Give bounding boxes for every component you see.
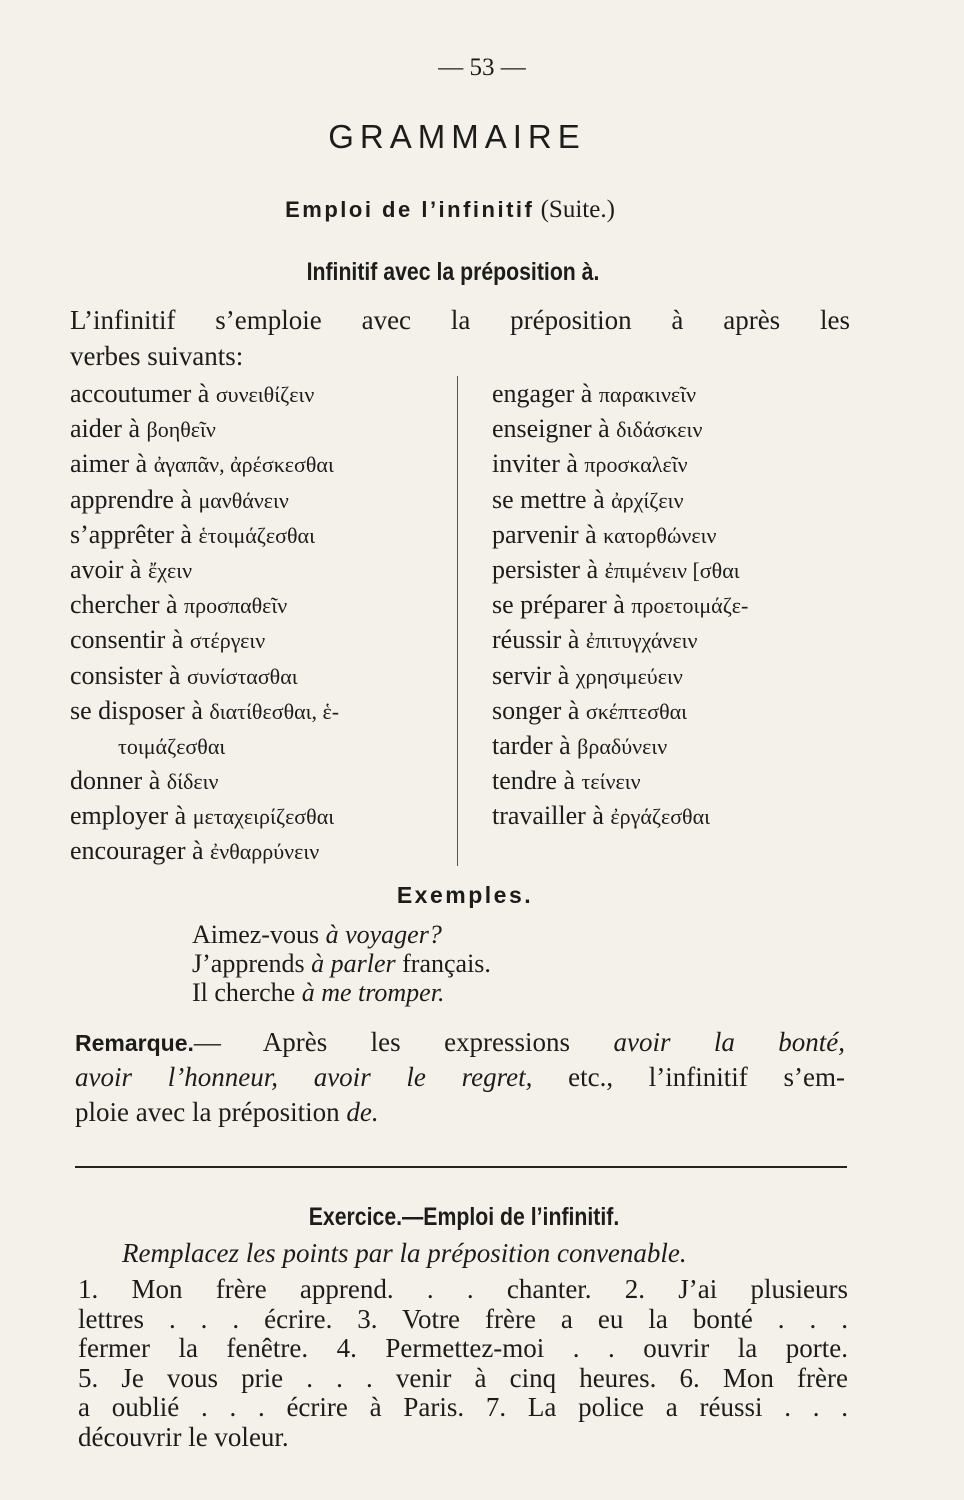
exercise-line: a oublié . . . écrire à Paris. 7. La police a réussi . . .: [78, 1392, 848, 1423]
subtitle-suite: (Suite.): [540, 196, 615, 223]
verb-fr: encourager à: [70, 836, 204, 866]
verb-fr: parvenir à: [492, 519, 597, 549]
verb-gr: προσκαλεῖν: [584, 452, 688, 478]
intro-line-2: verbes suivants:: [70, 341, 244, 371]
verb-fr: se mettre à: [492, 484, 605, 514]
exercise-instruction: Remplacez les points par la préposition convenable.: [122, 1238, 687, 1268]
verb-fr: s’apprêter à: [70, 519, 192, 549]
subtitle: [0, 196, 900, 224]
verb-entry: [70, 376, 450, 411]
example-plain: J’apprends: [192, 949, 305, 978]
verb-gr: ἐνθαρρύνειν: [210, 839, 320, 865]
verb-gr: ἐπιμένειν [σθαι: [604, 557, 740, 583]
verb-entry: [492, 798, 852, 833]
remark-text: — Après les expressions: [193, 1027, 571, 1057]
example-italic: à voyager?: [325, 920, 442, 949]
verb-entry: [70, 482, 450, 517]
verb-fr: tendre à: [492, 766, 576, 796]
verb-fr: engager à: [492, 379, 593, 408]
verb-fr: tarder à: [492, 730, 571, 760]
verb-gr: συνειθίζειν: [215, 382, 315, 407]
verb-entry: [70, 798, 450, 833]
verb-entry: [70, 552, 450, 587]
verb-fr: consentir à: [70, 625, 184, 655]
verb-gr: συνίστασθαι: [186, 663, 298, 689]
verb-gr: ἐπιτυγχάνειν: [585, 628, 698, 654]
exercise-line: découvrir le voleur.: [78, 1421, 289, 1452]
verb-entry: [492, 446, 852, 481]
verb-entry: [70, 411, 450, 446]
page-title: GRAMMAIRE: [328, 118, 586, 155]
verb-fr: se disposer à: [70, 695, 203, 725]
verb-list-left: [70, 376, 450, 869]
verb-gr: βοηθεῖν: [146, 417, 216, 443]
verb-gr: μανθάνειν: [198, 487, 289, 513]
intro-line-1: L’infinitif s’emploie avec la préposition à après les: [70, 305, 850, 335]
verb-gr: προσπαθεῖν: [184, 593, 288, 619]
verb-fr: enseigner à: [492, 414, 610, 444]
verb-entry: [492, 622, 852, 657]
subtitle-main: Emploi de l’infinitif: [285, 197, 535, 222]
verb-fr: chercher à: [70, 590, 178, 620]
verb-fr: aider à: [70, 414, 141, 444]
verb-gr: τείνειν: [581, 769, 641, 795]
verb-entry: [492, 482, 852, 517]
remark-line: [75, 1025, 845, 1060]
verb-fr: songer à: [492, 695, 580, 725]
verb-fr: donner à: [70, 766, 161, 796]
verb-gr: προετοιμάζε-: [631, 593, 749, 619]
horizontal-rule: [75, 1166, 847, 1168]
verb-entry-continued: [70, 728, 450, 763]
exercise-text: [78, 1275, 848, 1453]
exercise-line: 1. Mon frère apprend. . . chanter. 2. J’ai plusieurs: [78, 1274, 848, 1304]
remark-line: [75, 1060, 845, 1095]
verb-fr: aimer à: [70, 449, 148, 479]
verb-entry: [70, 587, 450, 622]
verb-gr: ἔχειν: [147, 557, 193, 583]
exercise-line: fermer la fenêtre. 4. Permettez-moi . . ouvrir la porte.: [78, 1333, 848, 1364]
verb-entry: [492, 693, 852, 728]
verb-fr: servir à: [492, 660, 570, 690]
verb-entry: [70, 693, 450, 728]
verb-entry: [70, 658, 450, 693]
verb-gr: ἐργάζεσθαι: [610, 804, 711, 830]
example-plain: Il cherche: [192, 978, 296, 1007]
verb-fr: se préparer à: [492, 590, 625, 620]
verb-fr: réussir à: [492, 625, 580, 655]
verb-entry: [492, 376, 852, 411]
exercise-line: 5. Je vous prie . . . venir à cinq heures. 6. Mon frère: [78, 1362, 848, 1393]
remark-paragraph: [75, 1025, 845, 1130]
remark-text: ploie avec la préposition: [75, 1097, 340, 1127]
verb-fr: employer à: [70, 801, 187, 831]
column-divider: [457, 376, 458, 866]
exercise-line: lettres . . . écrire. 3. Votre frère a eu la bonté . . .: [78, 1303, 848, 1334]
verb-gr: τοιμάζεσθαι: [118, 733, 226, 759]
remark-italic: de.: [346, 1097, 379, 1127]
verb-entry: [70, 763, 450, 798]
verb-list-right: [492, 376, 852, 833]
verb-gr: μεταχειρίζεσθαι: [192, 804, 335, 830]
verb-gr: ἑτοιμάζεσθαι: [198, 522, 315, 548]
verb-gr: χρησιμεύειν: [575, 663, 683, 689]
example-tail: français.: [402, 949, 491, 978]
verb-fr: avoir à: [70, 554, 142, 584]
example-italic: à me tromper.: [301, 978, 445, 1007]
verb-entry: [70, 833, 450, 868]
verb-gr: παρακινεῖν: [598, 382, 697, 407]
verb-gr: δίδειν: [166, 769, 219, 795]
example-line: [192, 978, 491, 1007]
remark-italic: avoir l’honneur,: [75, 1062, 278, 1092]
verb-entry: [492, 587, 852, 622]
verb-gr: βραδύνειν: [577, 733, 668, 759]
verb-gr: ἀρχίζειν: [611, 487, 684, 513]
verb-entry: [492, 517, 852, 552]
verb-fr: persister à: [492, 554, 599, 584]
verb-gr: στέργειν: [189, 628, 266, 654]
examples-title: Exemples.: [396, 882, 534, 908]
verb-fr: apprendre à: [70, 484, 192, 514]
verb-fr: accoutumer à: [70, 379, 210, 408]
verb-entry: [70, 446, 450, 481]
section-title: Infinitif avec la préposition à.: [306, 258, 600, 286]
remark-label: Remarque.: [75, 1030, 194, 1056]
page-number: — 53 —: [438, 54, 526, 81]
verb-entry: [492, 411, 852, 446]
verb-entry: [492, 763, 852, 798]
remark-text: etc., l’infinitif s’em-: [568, 1062, 845, 1092]
verb-entry: [70, 517, 450, 552]
exercise-title: Exercice.—Emploi de l’infinitif.: [308, 1203, 620, 1231]
verb-fr: inviter à: [492, 449, 578, 479]
example-plain: Aimez-vous: [192, 920, 320, 949]
example-line: [192, 920, 491, 949]
verb-gr: ἀγαπᾶν, ἀρέσκεσθαι: [153, 452, 334, 478]
verb-entry: [492, 552, 852, 587]
verb-fr: consister à: [70, 660, 181, 690]
example-italic: à parler: [311, 949, 396, 978]
examples-list: [192, 920, 491, 1007]
verb-entry: [492, 728, 852, 763]
example-line: [192, 949, 491, 978]
verb-entry: [70, 622, 450, 657]
verb-fr: travailler à: [492, 801, 604, 831]
verb-gr: κατορθώνειν: [603, 522, 717, 548]
remark-italic: avoir la bonté,: [613, 1027, 846, 1057]
remark-italic: avoir le regret,: [313, 1062, 533, 1092]
remark-line: [75, 1095, 845, 1130]
verb-gr: σκέπτεσθαι: [585, 698, 688, 724]
verb-gr: διατίθεσθαι, ἑ-: [209, 698, 340, 724]
verb-gr: διδάσκειν: [616, 417, 703, 443]
verb-entry: [492, 658, 852, 693]
